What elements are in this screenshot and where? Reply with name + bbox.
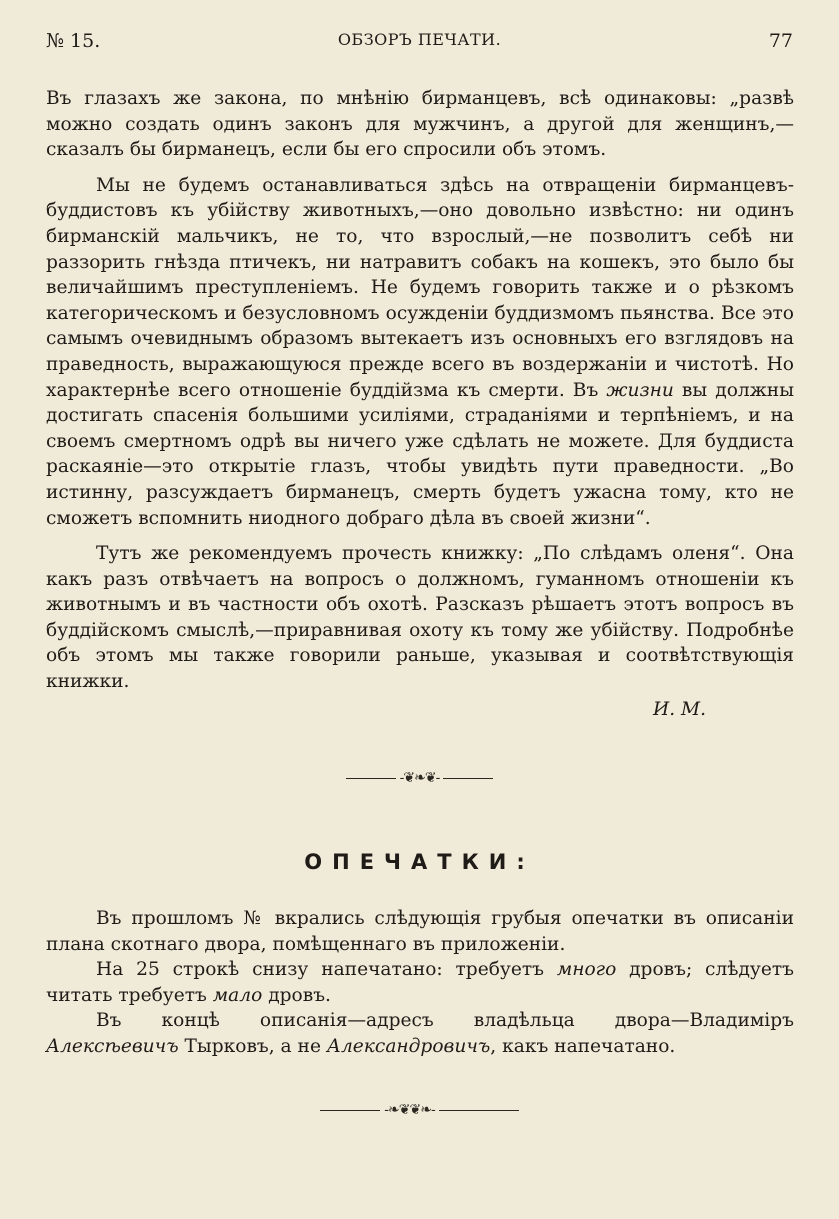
errata-paragraph-3-emphasis-2: Александровичъ <box>326 1035 491 1057</box>
author-signature: И. М. <box>653 698 706 720</box>
ornamental-divider-2 <box>0 1102 839 1118</box>
errata-paragraph-3 <box>46 1008 794 1059</box>
issue-number: № 15. <box>46 30 101 52</box>
errata-paragraph-2-emphasis-2: мало <box>212 984 263 1006</box>
ornamental-divider-1 <box>0 770 839 786</box>
ornament-icon: -❦❧❦- <box>399 770 440 786</box>
article-paragraph-2 <box>46 173 794 531</box>
article-paragraph-1: Въ глазахъ же закона, по мнѣнію бирманцевъ, всѣ одинаковы: „развѣ можно создать одинъ законъ для мужчинъ, а другой для женщинъ,—сказалъ бы бирманецъ, если бы его спросили объ этомъ. <box>46 88 794 161</box>
errata-paragraph-3-part-2: Тырковъ, а не <box>178 1035 327 1057</box>
article-body <box>46 86 794 722</box>
errata-paragraph-2-part-3: дровъ. <box>262 984 331 1006</box>
article-paragraph-2-part-2: вы должны достигать спасенія большими усиліями, страданіями и терпѣніемъ, и на своемъ смертномъ одрѣ вы ничего уже сдѣлать не можете. Для буддиста раскаяніе—это открытіе глазъ, чтобы увидѣть пути праведности. „Во истинну, разсуждаетъ бирманецъ, смерть будетъ ужасна тому, кто не сможетъ вспомнить ниодного добраго дѣла въ своей жизни“. <box>46 379 794 529</box>
article-paragraph-3: Тутъ же рекомендуемъ прочесть книжку: „По слѣдамъ оленя“. Она какъ разъ отвѣчаетъ на вопросъ о должномъ, гуманномъ отношеніи къ животнымъ и въ частности объ охотѣ. Разсказъ рѣшаетъ этотъ вопросъ въ буддійскомъ смыслѣ,—приравнивая охоту къ тому же убійству. Подробнѣе объ этомъ мы также говорили раньше, указывая и соотвѣтствующія книжки. <box>46 543 794 693</box>
errata-paragraph-1: Въ прошломъ № вкрались слѣдующія грубыя опечатки въ описаніи плана скотнаго двора, помѣщеннаго въ приложеніи. <box>46 908 794 955</box>
errata-paragraph-3-part-3: , какъ напечатано. <box>490 1035 676 1057</box>
errata-paragraph-2 <box>46 957 794 1008</box>
ornament-icon: -❧❦❦❧- <box>384 1102 435 1118</box>
article-paragraph-2-part-1: Мы не будемъ останавливаться здѣсь на отвращеніи бирманцевъ-буддистовъ къ убійству животныхъ,—оно довольно извѣстно: ни одинъ бирманскій мальчикъ, не то, что взрослый,—не позволитъ себѣ ни раззорить гнѣзда птичекъ, ни натравитъ собакъ на кошекъ, это было бы величайшимъ преступленіемъ. Не будемъ говорить также и о рѣзкомъ категорическомъ и безусловномъ осужденіи буддизмомъ пьянства. Все это самымъ очевиднымъ образомъ вытекаетъ изъ основныхъ его взглядовъ на праведность, выражающуюся прежде всего въ воздержаніи и чистотѣ. Но характернѣе всего отношеніе буддійзма къ смерти. Въ <box>46 174 794 401</box>
errata-body <box>46 906 794 1060</box>
article-paragraph-2-emphasis: жизни <box>606 379 674 401</box>
errata-paragraph-2-part-1: На 25 строкѣ снизу напечатано: требуетъ <box>96 959 557 981</box>
errata-paragraph-3-emphasis-1: Алексѣевичъ <box>46 1035 179 1057</box>
section-title: ОБЗОРЪ ПЕЧАТИ. <box>337 30 502 49</box>
running-header <box>46 30 793 60</box>
errata-paragraph-3-part-1: Въ концѣ описанія—адресъ владѣльца двора—Владиміръ <box>96 1010 794 1032</box>
errata-paragraph-2-emphasis-1: много <box>556 959 617 981</box>
errata-paragraph-2-part-2: дровъ; слѣдуетъ читать требуетъ <box>46 959 794 1006</box>
errata-heading: ОПЕЧАТКИ: <box>304 850 535 874</box>
page-number: 77 <box>768 30 793 52</box>
